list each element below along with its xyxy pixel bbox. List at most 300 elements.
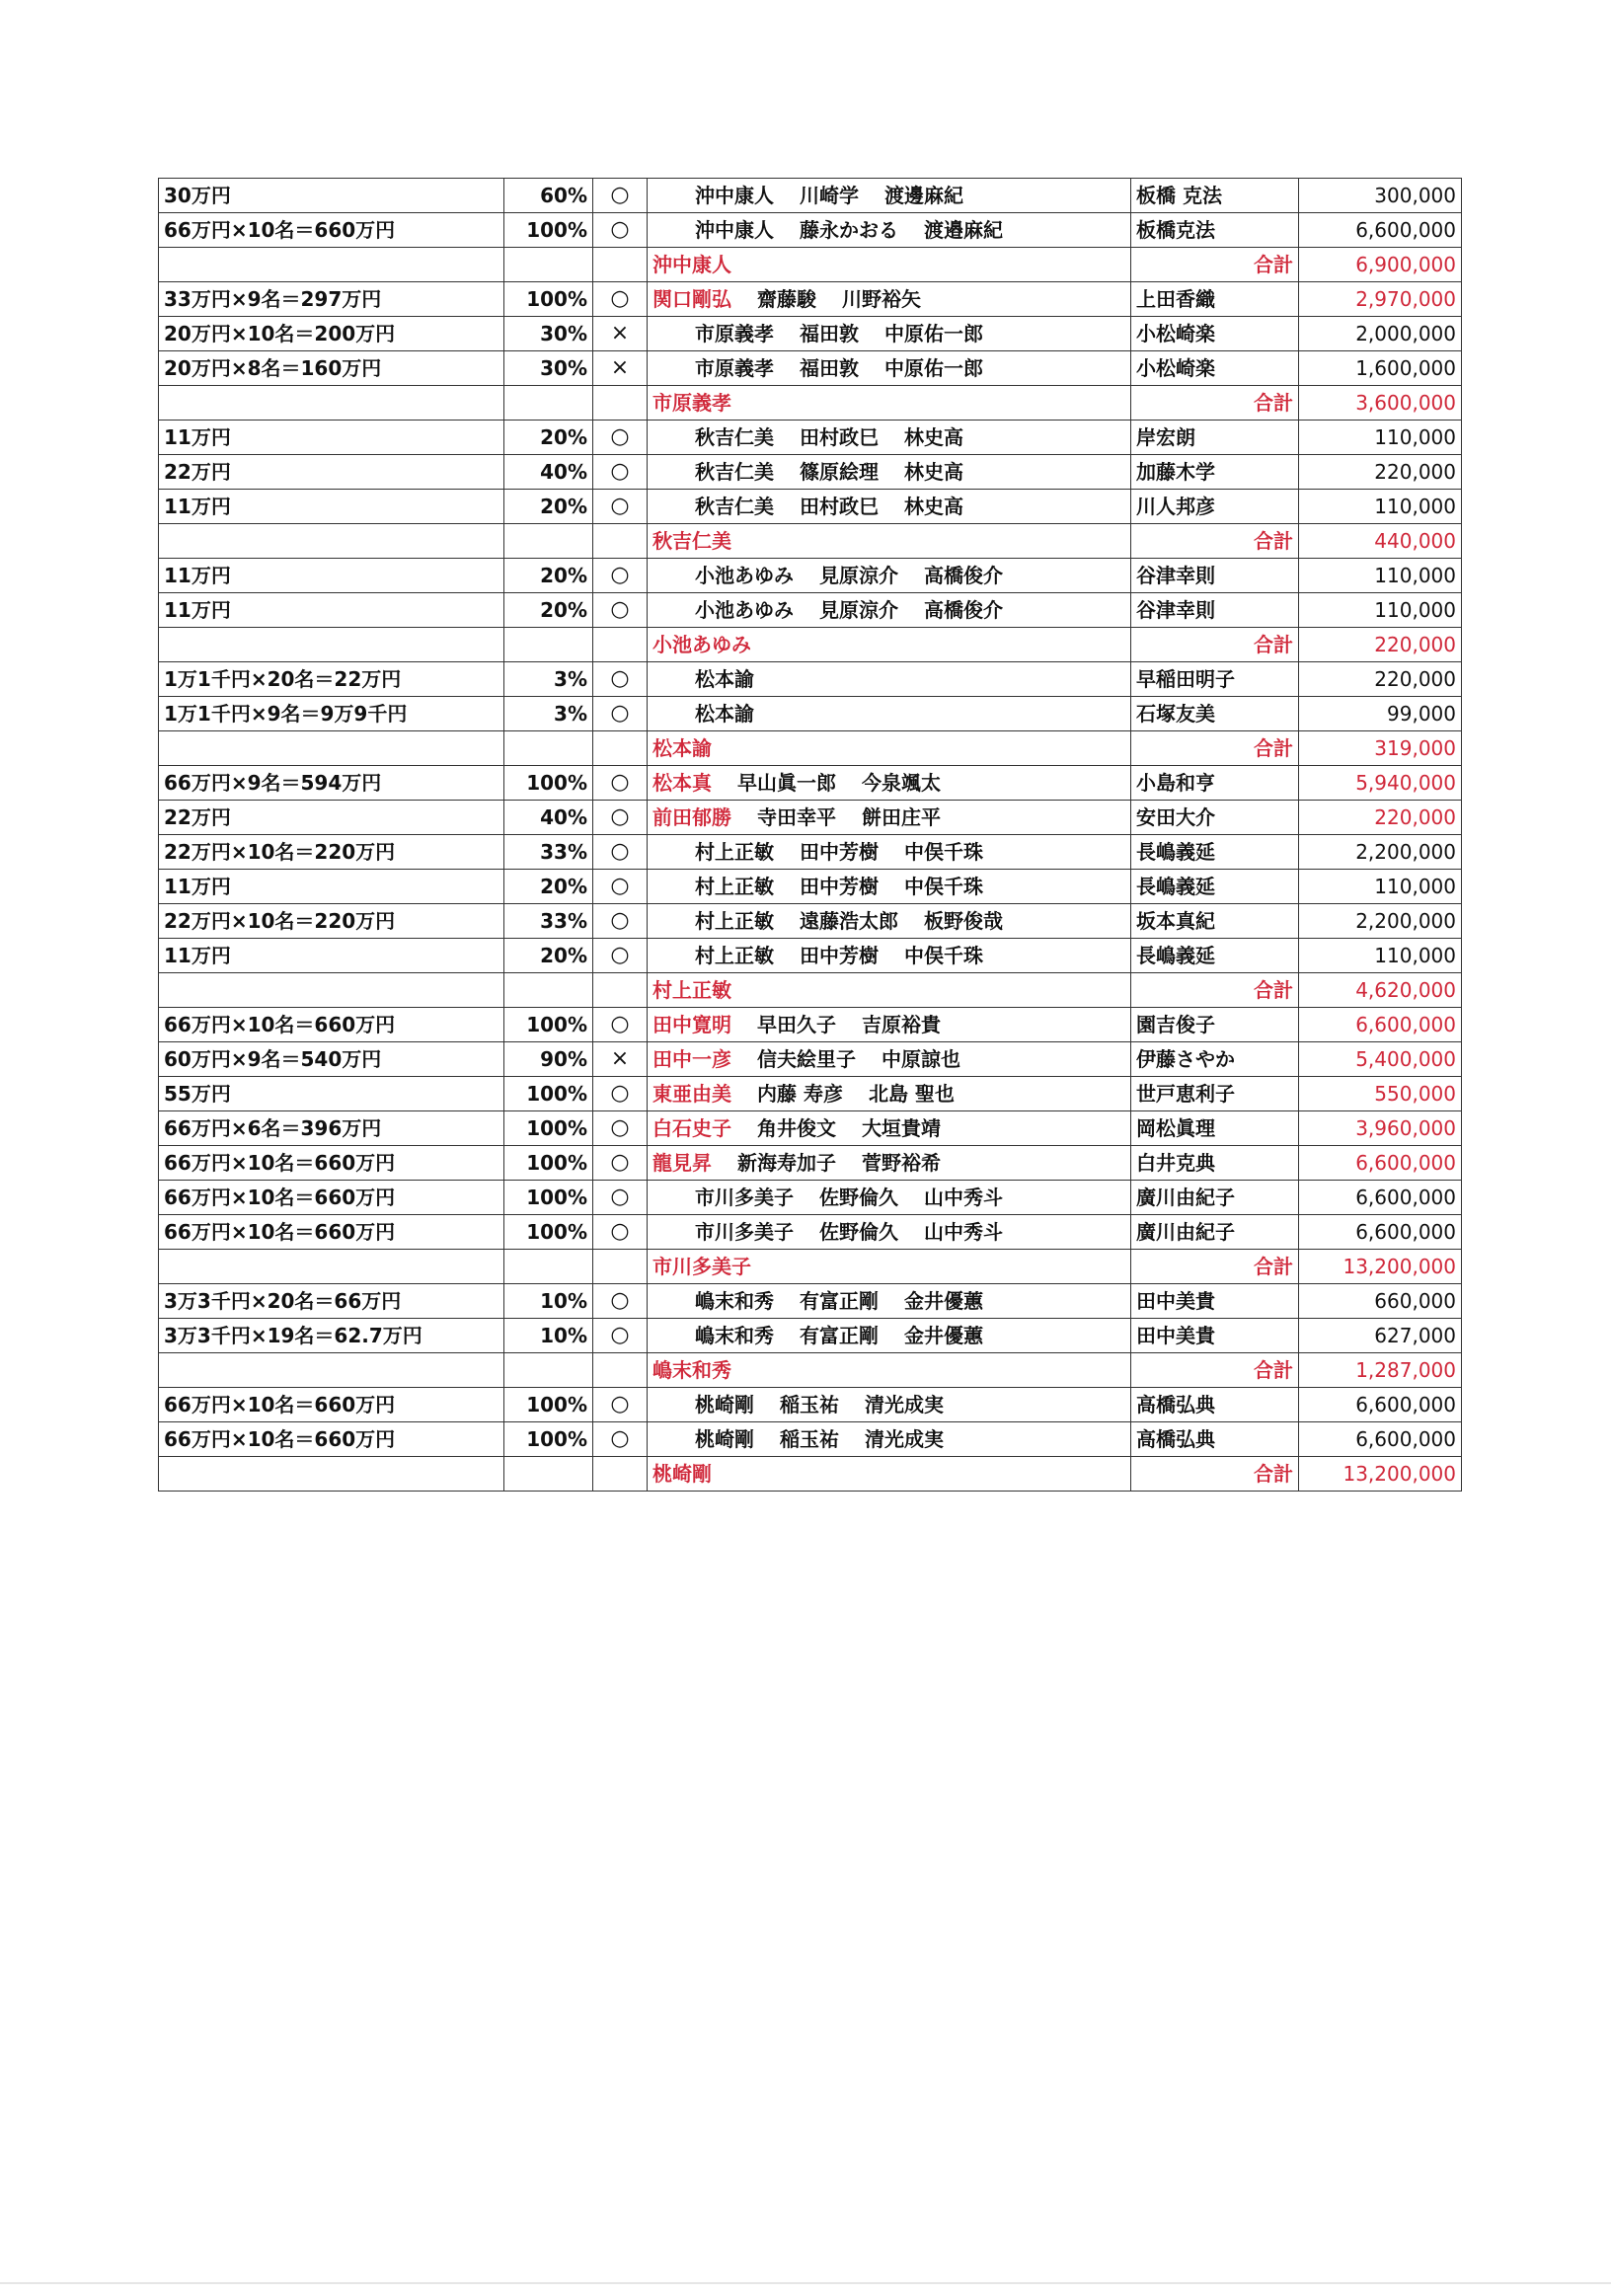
amount-cell: 3万3千円×20名＝66万円	[159, 1284, 504, 1319]
percent-cell: 100%	[504, 1111, 593, 1146]
group-leader-cell: 秋吉仁美	[648, 524, 1131, 559]
member-name: 白石史子	[652, 1116, 731, 1140]
member-name: 有富正剛	[800, 1324, 879, 1347]
table-row	[159, 1388, 1462, 1422]
empty-cell	[504, 731, 593, 766]
status-mark: ○	[593, 1181, 648, 1215]
subtotal-row	[159, 248, 1462, 282]
member-name: 清光成実	[865, 1427, 944, 1451]
names-cell	[648, 939, 1131, 973]
table-row	[159, 455, 1462, 490]
empty-cell	[593, 731, 648, 766]
total-value: 4,620,000	[1299, 973, 1462, 1008]
empty-cell	[159, 973, 504, 1008]
names-cell	[648, 766, 1131, 801]
percent-cell: 100%	[504, 766, 593, 801]
member-name: 田中芳樹	[800, 875, 879, 898]
member-name: 清光成実	[865, 1393, 944, 1416]
percent-cell: 20%	[504, 593, 593, 628]
amount-cell: 60万円×9名＝540万円	[159, 1042, 504, 1077]
status-mark: ○	[593, 282, 648, 317]
amount-cell: 11万円	[159, 593, 504, 628]
representative-cell: 小松崎楽	[1131, 317, 1299, 351]
status-mark: ○	[593, 1319, 648, 1353]
names-cell	[648, 1111, 1131, 1146]
table-row	[159, 317, 1462, 351]
table-row	[159, 1146, 1462, 1181]
table-row	[159, 179, 1462, 213]
member-name: 川崎学	[800, 184, 859, 207]
table-row	[159, 835, 1462, 870]
representative-cell: 坂本真紀	[1131, 904, 1299, 939]
empty-cell	[159, 731, 504, 766]
status-mark: ×	[593, 351, 648, 386]
member-name: 佐野倫久	[819, 1186, 898, 1209]
empty-cell	[159, 1457, 504, 1492]
representative-cell: 高橋弘典	[1131, 1422, 1299, 1457]
table-row	[159, 766, 1462, 801]
total-label: 合計	[1131, 524, 1299, 559]
representative-cell: 伊藤さやか	[1131, 1042, 1299, 1077]
value-cell: 220,000	[1299, 455, 1462, 490]
member-name: 大垣貴靖	[862, 1116, 941, 1140]
table-row	[159, 1008, 1462, 1042]
percent-cell: 33%	[504, 904, 593, 939]
status-mark: ○	[593, 1388, 648, 1422]
value-cell: 220,000	[1299, 662, 1462, 697]
empty-cell	[593, 628, 648, 662]
representative-cell: 世戸恵利子	[1131, 1077, 1299, 1111]
representative-cell: 安田大介	[1131, 801, 1299, 835]
representative-cell: 川人邦彦	[1131, 490, 1299, 524]
table-row	[159, 697, 1462, 731]
percent-cell: 60%	[504, 179, 593, 213]
group-leader-cell: 沖中康人	[648, 248, 1131, 282]
names-cell	[648, 1319, 1131, 1353]
total-value: 6,900,000	[1299, 248, 1462, 282]
status-mark: ○	[593, 455, 648, 490]
status-mark: ○	[593, 835, 648, 870]
table-row	[159, 1181, 1462, 1215]
names-cell	[648, 1388, 1131, 1422]
member-name: 早田久子	[757, 1013, 836, 1036]
member-name: 林史高	[904, 495, 963, 518]
percent-cell: 100%	[504, 1181, 593, 1215]
percent-cell: 3%	[504, 662, 593, 697]
table-row	[159, 662, 1462, 697]
percent-cell: 100%	[504, 1008, 593, 1042]
representative-cell: 小島和亨	[1131, 766, 1299, 801]
member-name: 山中秀斗	[924, 1220, 1003, 1244]
member-name: 見原涼介	[819, 598, 898, 622]
representative-cell: 加藤木学	[1131, 455, 1299, 490]
member-name: 東亜由美	[652, 1082, 731, 1106]
member-name: 松本諭	[695, 702, 754, 726]
amount-cell: 1万1千円×9名＝9万9千円	[159, 697, 504, 731]
representative-cell: 廣川由紀子	[1131, 1181, 1299, 1215]
amount-cell: 11万円	[159, 870, 504, 904]
value-cell: 3,960,000	[1299, 1111, 1462, 1146]
table-row	[159, 1319, 1462, 1353]
member-name: 信夫絵里子	[757, 1047, 856, 1071]
representative-cell: 長嶋義延	[1131, 835, 1299, 870]
amount-cell: 22万円	[159, 801, 504, 835]
member-name: 金井優蕙	[904, 1289, 983, 1313]
member-name: 吉原裕貴	[862, 1013, 941, 1036]
group-leader-cell: 嶋末和秀	[648, 1353, 1131, 1388]
member-name: 福田敦	[800, 356, 859, 380]
subtotal-row	[159, 1353, 1462, 1388]
empty-cell	[159, 524, 504, 559]
table-row	[159, 1042, 1462, 1077]
empty-cell	[159, 1353, 504, 1388]
member-name: 中俣千珠	[904, 875, 983, 898]
member-name: 北島 聖也	[868, 1082, 955, 1106]
names-cell	[648, 455, 1131, 490]
names-cell	[648, 870, 1131, 904]
value-cell: 300,000	[1299, 179, 1462, 213]
subtotal-row	[159, 731, 1462, 766]
status-mark: ○	[593, 559, 648, 593]
table-row	[159, 870, 1462, 904]
member-name: 村上正敏	[695, 875, 774, 898]
member-name: 村上正敏	[695, 909, 774, 933]
percent-cell: 10%	[504, 1284, 593, 1319]
member-name: 秋吉仁美	[695, 495, 774, 518]
table-row	[159, 801, 1462, 835]
percent-cell: 40%	[504, 801, 593, 835]
table-row	[159, 904, 1462, 939]
member-name: 林史高	[904, 460, 963, 484]
member-name: 餅田庄平	[862, 805, 941, 829]
percent-cell: 100%	[504, 1422, 593, 1457]
value-cell: 110,000	[1299, 490, 1462, 524]
names-cell	[648, 697, 1131, 731]
total-value: 1,287,000	[1299, 1353, 1462, 1388]
total-label: 合計	[1131, 1457, 1299, 1492]
names-cell	[648, 1042, 1131, 1077]
names-cell	[648, 490, 1131, 524]
table-row	[159, 559, 1462, 593]
amount-cell: 66万円×6名＝396万円	[159, 1111, 504, 1146]
percent-cell: 20%	[504, 939, 593, 973]
value-cell: 220,000	[1299, 801, 1462, 835]
value-cell: 6,600,000	[1299, 213, 1462, 248]
status-mark: ○	[593, 1215, 648, 1250]
table-row	[159, 351, 1462, 386]
value-cell: 6,600,000	[1299, 1422, 1462, 1457]
member-name: 今泉颯太	[862, 771, 941, 795]
status-mark: ○	[593, 421, 648, 455]
status-mark: ○	[593, 1111, 648, 1146]
amount-cell: 11万円	[159, 421, 504, 455]
empty-cell	[504, 1457, 593, 1492]
empty-cell	[593, 386, 648, 421]
member-name: 藤永かおる	[800, 218, 898, 242]
amount-cell: 66万円×10名＝660万円	[159, 1008, 504, 1042]
names-cell	[648, 1422, 1131, 1457]
member-name: 川野裕矢	[842, 287, 921, 311]
status-mark: ○	[593, 213, 648, 248]
member-name: 佐野倫久	[819, 1220, 898, 1244]
member-name: 稲玉祐	[780, 1393, 839, 1416]
percent-cell: 10%	[504, 1319, 593, 1353]
total-value: 13,200,000	[1299, 1457, 1462, 1492]
value-cell: 6,600,000	[1299, 1181, 1462, 1215]
total-label: 合計	[1131, 973, 1299, 1008]
names-cell	[648, 904, 1131, 939]
representative-cell: 園吉俊子	[1131, 1008, 1299, 1042]
amount-cell: 22万円×10名＝220万円	[159, 904, 504, 939]
member-name: 田中芳樹	[800, 840, 879, 864]
representative-cell: 岸宏朗	[1131, 421, 1299, 455]
amount-cell: 55万円	[159, 1077, 504, 1111]
value-cell: 550,000	[1299, 1077, 1462, 1111]
amount-cell: 11万円	[159, 939, 504, 973]
value-cell: 6,600,000	[1299, 1388, 1462, 1422]
group-leader-cell: 市原義孝	[648, 386, 1131, 421]
value-cell: 110,000	[1299, 421, 1462, 455]
member-name: 遠藤浩太郎	[800, 909, 898, 933]
empty-cell	[504, 628, 593, 662]
status-mark: ○	[593, 662, 648, 697]
status-mark: ○	[593, 939, 648, 973]
representative-cell: 高橋弘典	[1131, 1388, 1299, 1422]
names-cell	[648, 1284, 1131, 1319]
table-row	[159, 213, 1462, 248]
empty-cell	[593, 973, 648, 1008]
value-cell: 6,600,000	[1299, 1146, 1462, 1181]
group-leader-cell: 小池あゆみ	[648, 628, 1131, 662]
member-name: 渡邉麻紀	[924, 218, 1003, 242]
member-name: 関口剛弘	[652, 287, 731, 311]
empty-cell	[593, 524, 648, 559]
member-name: 沖中康人	[695, 218, 774, 242]
percent-cell: 100%	[504, 1077, 593, 1111]
empty-cell	[593, 1353, 648, 1388]
empty-cell	[593, 248, 648, 282]
subtotal-row	[159, 973, 1462, 1008]
member-name: 市川多美子	[695, 1186, 794, 1209]
total-label: 合計	[1131, 1250, 1299, 1284]
value-cell: 110,000	[1299, 593, 1462, 628]
member-name: 板野俊哉	[924, 909, 1003, 933]
value-cell: 2,200,000	[1299, 904, 1462, 939]
table-row	[159, 490, 1462, 524]
names-cell	[648, 662, 1131, 697]
names-cell	[648, 1008, 1131, 1042]
value-cell: 6,600,000	[1299, 1215, 1462, 1250]
total-value: 220,000	[1299, 628, 1462, 662]
value-cell: 5,940,000	[1299, 766, 1462, 801]
total-label: 合計	[1131, 731, 1299, 766]
status-mark: ○	[593, 1146, 648, 1181]
names-cell	[648, 1181, 1131, 1215]
member-name: 田村政巳	[800, 425, 879, 449]
percent-cell: 20%	[504, 490, 593, 524]
percent-cell: 20%	[504, 421, 593, 455]
member-name: 市原義孝	[695, 322, 774, 345]
member-name: 桃崎剛	[695, 1393, 754, 1416]
group-leader-cell: 桃崎剛	[648, 1457, 1131, 1492]
amount-cell: 30万円	[159, 179, 504, 213]
empty-cell	[504, 973, 593, 1008]
group-leader-cell: 村上正敏	[648, 973, 1131, 1008]
member-name: 村上正敏	[695, 840, 774, 864]
value-cell: 2,000,000	[1299, 317, 1462, 351]
member-name: 寺田幸平	[757, 805, 836, 829]
total-label: 合計	[1131, 628, 1299, 662]
member-name: 新海寿加子	[737, 1151, 836, 1175]
empty-cell	[593, 1457, 648, 1492]
total-label: 合計	[1131, 248, 1299, 282]
member-name: 沖中康人	[695, 184, 774, 207]
amount-cell: 22万円×10名＝220万円	[159, 835, 504, 870]
table-row	[159, 421, 1462, 455]
names-cell	[648, 317, 1131, 351]
value-cell: 110,000	[1299, 870, 1462, 904]
member-name: 中原佑一郎	[884, 356, 983, 380]
percent-cell: 100%	[504, 1215, 593, 1250]
amount-cell: 33万円×9名＝297万円	[159, 282, 504, 317]
representative-cell: 田中美貴	[1131, 1284, 1299, 1319]
value-cell: 110,000	[1299, 939, 1462, 973]
member-name: 村上正敏	[695, 944, 774, 967]
member-name: 秋吉仁美	[695, 425, 774, 449]
total-label: 合計	[1131, 1353, 1299, 1388]
status-mark: ○	[593, 766, 648, 801]
member-name: 福田敦	[800, 322, 859, 345]
value-cell: 110,000	[1299, 559, 1462, 593]
representative-cell: 板橋 克法	[1131, 179, 1299, 213]
subtotal-row	[159, 1457, 1462, 1492]
member-name: 中俣千珠	[904, 944, 983, 967]
percent-cell: 40%	[504, 455, 593, 490]
member-name: 林史高	[904, 425, 963, 449]
amount-cell: 20万円×10名＝200万円	[159, 317, 504, 351]
member-name: 稲玉祐	[780, 1427, 839, 1451]
amount-cell: 66万円×10名＝660万円	[159, 1422, 504, 1457]
member-name: 有富正剛	[800, 1289, 879, 1313]
total-value: 13,200,000	[1299, 1250, 1462, 1284]
member-name: 中原佑一郎	[884, 322, 983, 345]
member-name: 渡邊麻紀	[884, 184, 963, 207]
status-mark: ○	[593, 1008, 648, 1042]
percent-cell: 90%	[504, 1042, 593, 1077]
percent-cell: 100%	[504, 1388, 593, 1422]
names-cell	[648, 1215, 1131, 1250]
amount-cell: 20万円×8名＝160万円	[159, 351, 504, 386]
empty-cell	[159, 628, 504, 662]
names-cell	[648, 593, 1131, 628]
empty-cell	[504, 1250, 593, 1284]
member-name: 山中秀斗	[924, 1186, 1003, 1209]
amount-cell: 66万円×10名＝660万円	[159, 1215, 504, 1250]
value-cell: 2,200,000	[1299, 835, 1462, 870]
member-name: 金井優蕙	[904, 1324, 983, 1347]
allocation-table	[158, 178, 1462, 1492]
representative-cell: 谷津幸則	[1131, 559, 1299, 593]
empty-cell	[159, 386, 504, 421]
percent-cell: 30%	[504, 317, 593, 351]
table-row	[159, 282, 1462, 317]
member-name: 松本諭	[695, 667, 754, 691]
subtotal-row	[159, 628, 1462, 662]
representative-cell: 小松崎楽	[1131, 351, 1299, 386]
percent-cell: 20%	[504, 559, 593, 593]
subtotal-row	[159, 1250, 1462, 1284]
representative-cell: 田中美貴	[1131, 1319, 1299, 1353]
group-leader-cell: 市川多美子	[648, 1250, 1131, 1284]
member-name: 高橋俊介	[924, 564, 1003, 587]
member-name: 中俣千珠	[904, 840, 983, 864]
status-mark: ○	[593, 490, 648, 524]
representative-cell: 板橋克法	[1131, 213, 1299, 248]
representative-cell: 廣川由紀子	[1131, 1215, 1299, 1250]
total-label: 合計	[1131, 386, 1299, 421]
names-cell	[648, 421, 1131, 455]
status-mark: ○	[593, 1077, 648, 1111]
amount-cell: 11万円	[159, 490, 504, 524]
table-row	[159, 593, 1462, 628]
representative-cell: 岡松眞理	[1131, 1111, 1299, 1146]
table-row	[159, 1111, 1462, 1146]
names-cell	[648, 801, 1131, 835]
member-name: 篠原絵理	[800, 460, 879, 484]
member-name: 田村政巳	[800, 495, 879, 518]
status-mark: ×	[593, 317, 648, 351]
amount-cell: 66万円×10名＝660万円	[159, 1146, 504, 1181]
empty-cell	[504, 1353, 593, 1388]
member-name: 齋藤駿	[757, 287, 816, 311]
names-cell	[648, 179, 1131, 213]
names-cell	[648, 351, 1131, 386]
names-cell	[648, 835, 1131, 870]
subtotal-row	[159, 386, 1462, 421]
member-name: 市川多美子	[695, 1220, 794, 1244]
representative-cell: 早稲田明子	[1131, 662, 1299, 697]
value-cell: 627,000	[1299, 1319, 1462, 1353]
member-name: 小池あゆみ	[695, 564, 794, 587]
member-name: 龍見昇	[652, 1151, 712, 1175]
member-name: 嶋末和秀	[695, 1324, 774, 1347]
names-cell	[648, 1077, 1131, 1111]
names-cell	[648, 559, 1131, 593]
percent-cell: 100%	[504, 1146, 593, 1181]
names-cell	[648, 213, 1131, 248]
member-name: 前田郁勝	[652, 805, 731, 829]
names-cell	[648, 1146, 1131, 1181]
scan-edge-line	[0, 2282, 1611, 2284]
empty-cell	[504, 386, 593, 421]
representative-cell: 谷津幸則	[1131, 593, 1299, 628]
status-mark: ○	[593, 1284, 648, 1319]
table-row	[159, 1422, 1462, 1457]
total-value: 319,000	[1299, 731, 1462, 766]
total-value: 3,600,000	[1299, 386, 1462, 421]
percent-cell: 100%	[504, 282, 593, 317]
member-name: 小池あゆみ	[695, 598, 794, 622]
table-row	[159, 1215, 1462, 1250]
table-body	[159, 179, 1462, 1492]
empty-cell	[504, 524, 593, 559]
amount-cell: 11万円	[159, 559, 504, 593]
member-name: 内藤 寿彦	[757, 1082, 843, 1106]
percent-cell: 3%	[504, 697, 593, 731]
member-name: 市原義孝	[695, 356, 774, 380]
member-name: 秋吉仁美	[695, 460, 774, 484]
member-name: 松本真	[652, 771, 712, 795]
